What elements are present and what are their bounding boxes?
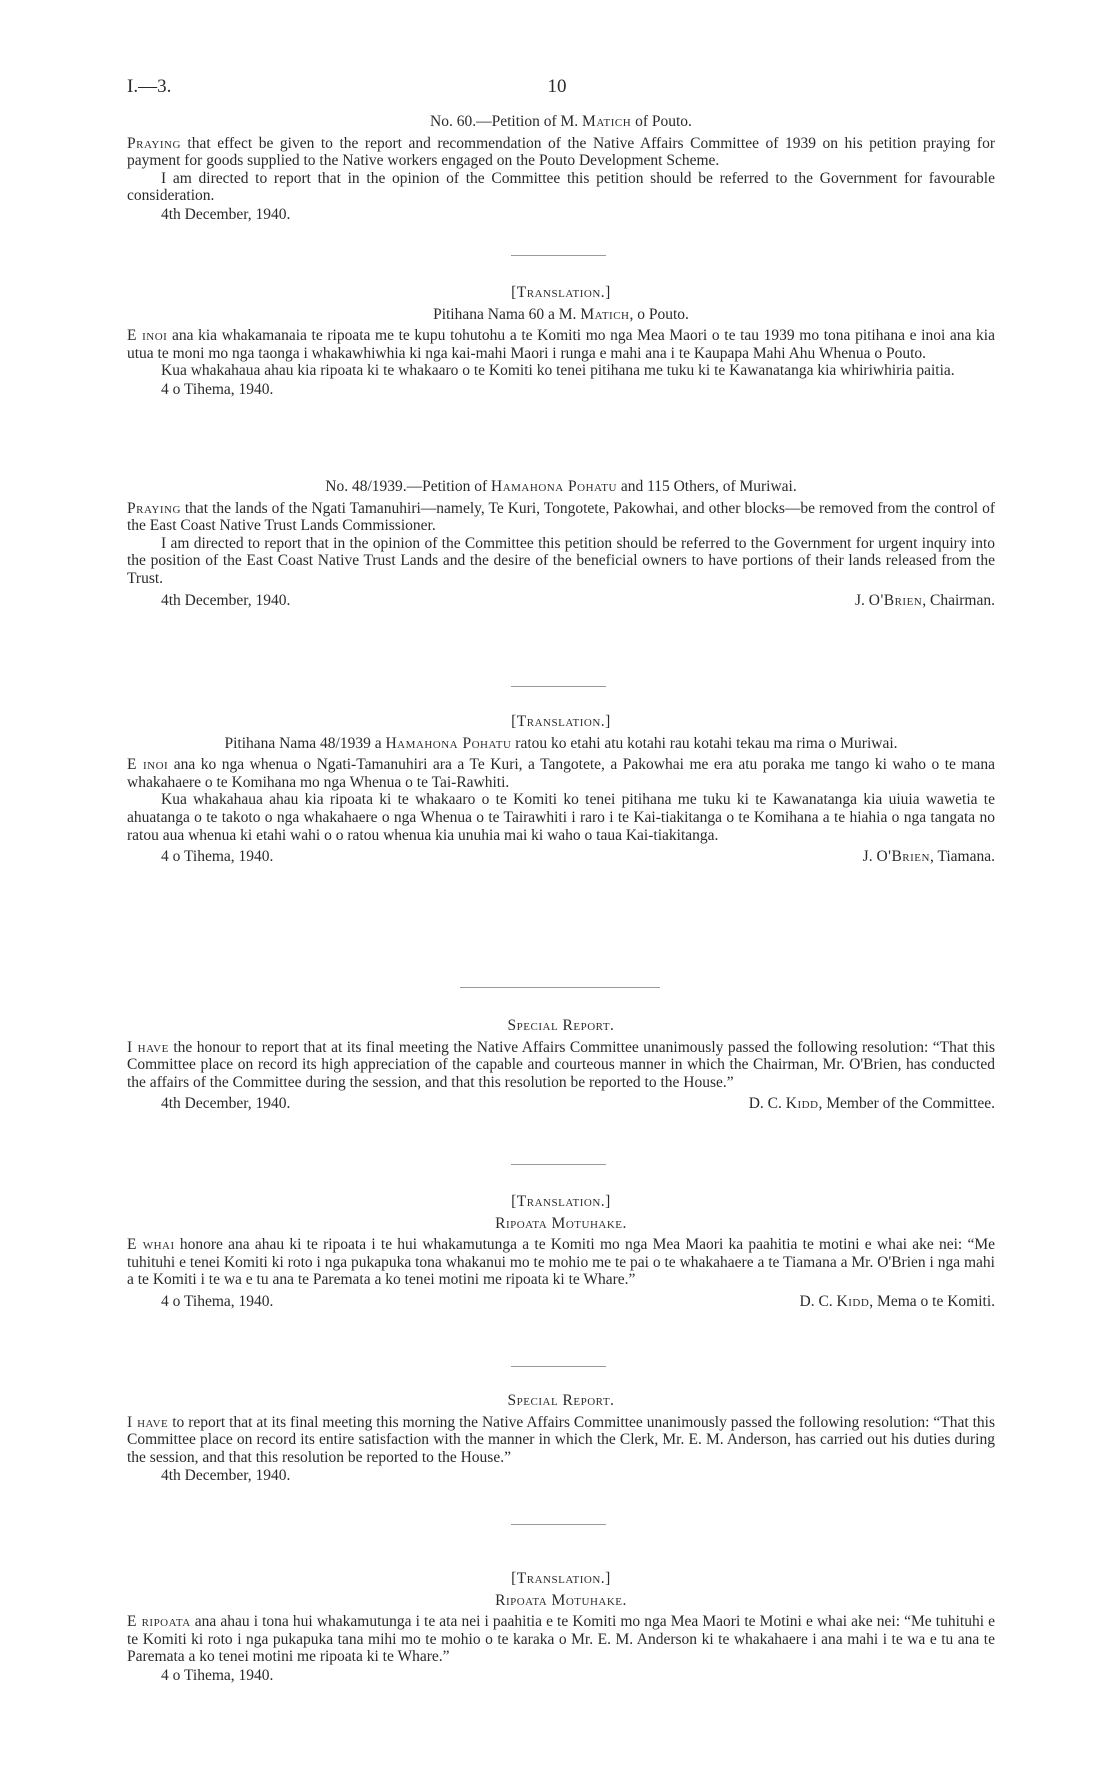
petition-60-title: No. 60.—Petition of M. Matich of Pouto. (430, 113, 692, 130)
petition-60-section (127, 113, 995, 224)
translation-report-1-signature-row (127, 1293, 995, 1311)
translation-48-signature-row (127, 848, 995, 866)
translation-48-prayer: E inoi ana ko nga whenua o Ngati-Tamanuhiri ara a Te Kuri, a Tangotete, a Pakowhai me era atu poraka me tango ki waho o te mana whakahaere o te Komihana mo nga Whenua o te Tai-Rawhiti. (127, 756, 996, 791)
translation-report-2-text: E ripoata ana ahau i tona hui whakamutunga i te ata nei i paahitia e te Komiti mo nga Mea Maori te Motini e whai ake nei: “Me tuhituhi e te Komiti ki roto i nga pukapuka tana mihi mo te mohio o te karaka o Mr. E. M. Anderson ki te whakahaere i ana mahi i te wa e tu ana te Paremata a ko tenei motini me ripoata ki te Whare.” (127, 1613, 995, 1666)
translation-report-1-section (127, 1193, 995, 1311)
special-report-1-date: 4th December, 1940. (161, 1095, 291, 1113)
special-report-2-date: 4th December, 1940. (161, 1467, 291, 1485)
translation-60-date: 4 o Tihema, 1940. (161, 380, 274, 398)
translation-label: [Translation.] (511, 713, 611, 730)
translation-48-date: 4 o Tihema, 1940. (161, 848, 274, 866)
section-divider (511, 1366, 606, 1367)
petition-48-date: 4th December, 1940. (161, 591, 291, 609)
special-report-1-signature: D. C. Kidd, Member of the Committee. (748, 1095, 995, 1113)
section-divider (511, 686, 606, 687)
special-report-1-title: Special Report. (507, 1017, 615, 1034)
special-report-1-text: I have the honour to report that at its final meeting the Native Affairs Committee unanimously passed the following resolution: “That this Committee place on record its high appreciation of the capable and courteous manner in which the Chairman, Mr. O'Brien, has conducted the affairs of the Committee during the session, and that this resolution be reported to the House.” (127, 1038, 996, 1091)
section-divider (511, 1164, 606, 1165)
petition-60-report: I am directed to report that in the opinion of the Committee this petition should be referred to the Government for favourable consideration. (127, 169, 995, 205)
petition-48-title: No. 48/1939.—Petition of Hamahona Pohatu and 115 Others, of Muriwai. (325, 478, 797, 495)
translation-48-title: Pitihana Nama 48/1939 a Hamahona Pohatu ratou ko etahi atu kotahi rau kotahi tekau ma rima o Muriwai. (224, 734, 898, 752)
special-report-1-signature-row (127, 1095, 995, 1113)
petition-48-section (127, 478, 995, 609)
petition-48-signature-row (127, 592, 995, 610)
petition-48-prayer: Praying that the lands of the Ngati Tamanuhiri—namely, Te Kuri, Tongotete, Pakowhai, and other blocks—be removed from the control of the East Coast Native Trust Lands Commissioner. (127, 499, 995, 535)
translation-report-2-title: Ripoata Motuhake. (495, 1591, 627, 1609)
translation-60-prayer: E inoi ana kia whakamanaia te ripoata me te kupu tohutohu a te Komiti mo nga Mea Maori o te tau 1939 mo tona pitihana e inoi ana kia utua te moni mo nga taonga i whakawhiwhia ki nga kai-mahi Maori i runga e mahi ana i te Kaupapa Mahi Ahu Whenua o Pouto. (127, 327, 995, 362)
translation-48-section (127, 713, 995, 866)
translation-48-signature: J. O'Brien, Tiamana. (862, 848, 995, 866)
petition-48-signature: J. O'Brien, Chairman. (854, 591, 995, 609)
petition-60-prayer: Praying that effect be given to the report and recommendation of the Native Affairs Committee of 1939 on his petition praying for payment for goods supplied to the Native workers engaged on the Pouto Development Scheme. (127, 134, 995, 170)
translation-label: [Translation.] (511, 1570, 611, 1587)
translation-60-title: Pitihana Nama 60 a M. Matich, o Pouto. (433, 305, 689, 323)
translation-label: [Translation.] (511, 284, 611, 301)
petition-48-report: I am directed to report that in the opinion of the Committee this petition should be referred to the Government for urgent inquiry into the position of the East Coast Native Trust Lands and the desire of the beneficial owners to have portions of their lands released from the Trust. (127, 534, 995, 587)
translation-label: [Translation.] (511, 1193, 611, 1210)
document-reference: I.—3. (127, 76, 172, 97)
section-divider (511, 1524, 606, 1525)
special-report-1-section (127, 1017, 995, 1113)
translation-report-2-section (127, 1570, 995, 1685)
translation-60-report: Kua whakahaua ahau kia ripoata ki te whakaaro o te Komiti ko tenei pitihana me tuku ki te Kawanatanga kia whiriwhiria paitia. (161, 362, 955, 380)
special-report-2-section (127, 1392, 995, 1485)
section-divider (511, 255, 606, 256)
section-divider (460, 987, 660, 988)
special-report-2-title: Special Report. (507, 1392, 615, 1409)
translation-60-section (127, 284, 995, 399)
translation-report-1-signature: D. C. Kidd, Mema o te Komiti. (799, 1292, 995, 1310)
translation-report-2-date: 4 o Tihema, 1940. (161, 1666, 274, 1684)
special-report-2-text: I have to report that at its final meeting this morning the Native Affairs Committee unanimously passed the following resolution: “That this Committee place on record its entire satisfaction with the manner in which the Clerk, Mr. E. M. Anderson, has carried out his duties during the session, and that this resolution be reported to the House.” (127, 1413, 996, 1466)
translation-48-report: Kua whakahaua ahau kia ripoata ki te whakaaro o te Komiti ko tenei pitihana me tuku ki te Kawanatanga kia uiuia wawetia te ahuatanga o te takoto o nga whakahaere o nga Whenua o te Tairawhiti i raro i te Kai-tiakitanga o te Komihana a te hiahia o nga tangata no ratou aua whenua ki etahi wahi o o ratou whenua kia unuhia mai ki waho o taua Kai-tiakitanga. (127, 791, 995, 844)
petition-60-date: 4th December, 1940. (161, 205, 291, 223)
translation-report-1-date: 4 o Tihema, 1940. (161, 1292, 274, 1310)
page-number: 10 (547, 76, 567, 97)
translation-report-1-text: E whai honore ana ahau ki te ripoata i te hui whakamutunga a te Komiti mo nga Mea Maori ka paahitia te motini e whai ake nei: “Me tuhituhi e tenei Komiti ki roto i nga pukapuka tona whakanui mo te mohio me te pai o te whakahaere a te Tiamana a Mr. O'Brien i nga mahi a te Komiti i te wa e tu ana te Paremata a ko tenei motini me ripoata ki te Whare.” (127, 1236, 995, 1289)
translation-report-1-title: Ripoata Motuhake. (495, 1214, 627, 1232)
